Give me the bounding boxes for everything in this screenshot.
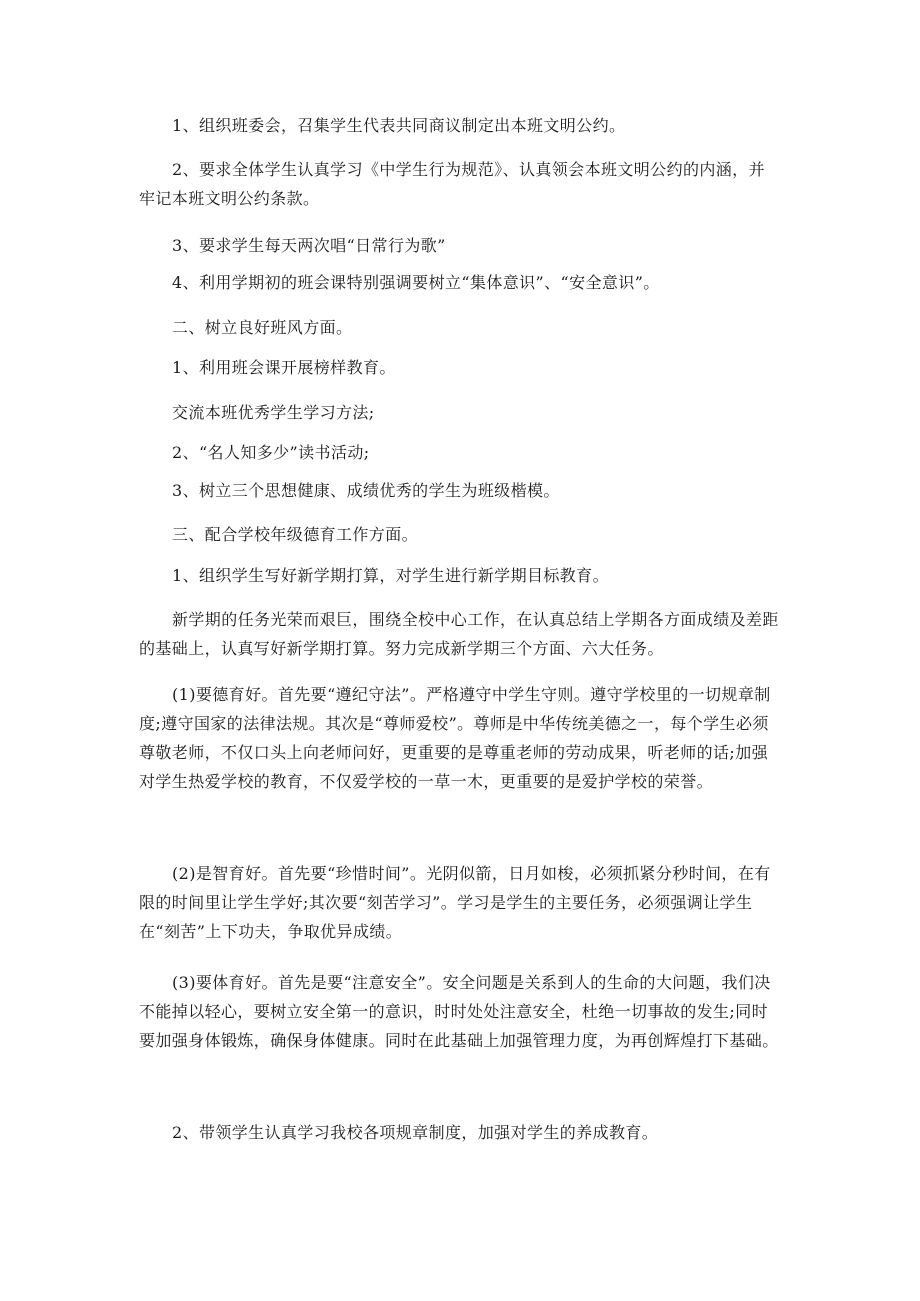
paragraph-6: 交流本班优秀学生学习方法;: [172, 403, 375, 422]
paragraph-4: 4、利用学期初的班会课特别强调要树立“集体意识”、“安全意识”。: [172, 273, 660, 292]
paragraph-intellect: (2)是智育好。首先要“珍惜时间”。光阴似箭，日月如梭，必须抓紧分秒时间，在有限的时间里让学生学好;其次要“刻苦学习”。学习是学生的主要任务，必须强调让学生在“刻苦”上下功夫，争取优异成绩。: [139, 864, 771, 941]
paragraph-11: 2、带领学生认真学习我校各项规章制度，加强对学生的养成教育。: [172, 1123, 659, 1142]
paragraph-moral: (1)要德育好。首先要“遵纪守法”。严格遵守中学生守则。遵守学校里的一切规章制度;遵守国家的法律法规。其次是“尊师爱校”。尊师是中华传统美德之一，每个学生必须尊敬老师，不仅口头上向老师问好，更重要的是尊重老师的劳动成果，听老师的话;加强对学生热爱学校的教育，不仅爱学校的一草一木，更重要的是爱护学校的荣誉。: [139, 685, 771, 791]
paragraph-5: 1、利用班会课开展榜样教育。: [172, 358, 396, 377]
section-heading-2: 二、树立良好班风方面。: [172, 318, 353, 337]
paragraph-7: 2、“名人知多少”读书活动;: [172, 443, 370, 462]
paragraph-3: 3、要求学生每天两次唱“日常行为歌”: [172, 236, 446, 255]
paragraph-10: 新学期的任务光荣而艰巨，围绕全校中心工作，在认真总结上学期各方面成绩及差距的基础上，认真写好新学期打算。努力完成新学期三个方面、六大任务。: [139, 610, 779, 658]
paragraph-2: 2、要求全体学生认真学习《中学生行为规范》、认真领会本班文明公约的内涵，并牢记本班文明公约条款。: [139, 160, 765, 208]
paragraph-8: 3、树立三个思想健康、成绩优秀的学生为班级楷模。: [172, 481, 560, 500]
paragraph-9: 1、组织学生写好新学期打算，对学生进行新学期目标教育。: [172, 566, 609, 585]
paragraph-1: 1、组织班委会，召集学生代表共同商议制定出本班文明公约。: [172, 116, 626, 135]
paragraph-physical: (3)要体育好。首先是要“注意安全”。安全问题是关系到人的生命的大问题，我们决不能掉以轻心，要树立安全第一的意识，时时处处注意安全，杜绝一切事故的发生;同时要加强身体锻炼，确保身体健康。同时在此基础上加强管理力度，为再创辉煌打下基础。: [139, 973, 779, 1050]
section-heading-3: 三、配合学校年级德育工作方面。: [172, 525, 419, 544]
